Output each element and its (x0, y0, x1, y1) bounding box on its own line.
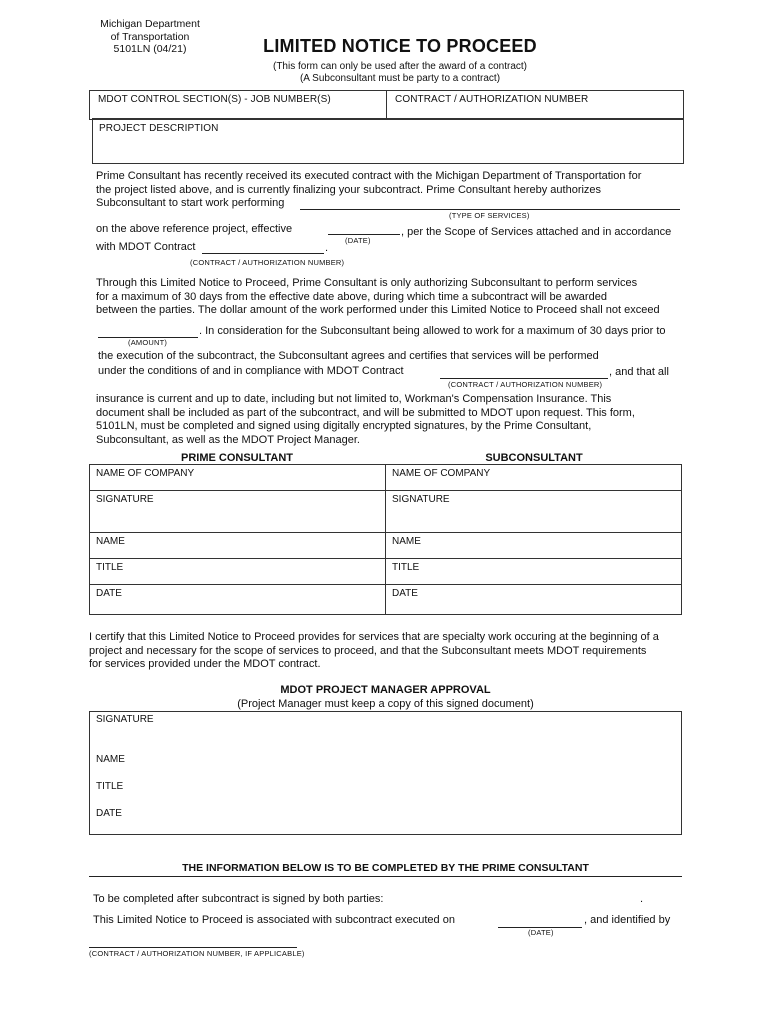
manager-approval-subheader: (Project Manager must keep a copy of this signed document) (237, 698, 534, 710)
p2-line-2: for a maximum of 30 days from the effective date above, during which time a subcontract will be awarded (96, 290, 607, 303)
section-divider (89, 876, 682, 877)
certify-line-2: project and necessary for the scope of services to proceed, and that the Subconsultant meets MDOT requirements (89, 644, 647, 657)
prime-consultant-header: PRIME CONSULTANT (180, 452, 294, 464)
certify-line-3: for services provided under the MDOT contract. (89, 658, 321, 670)
p3-line-2: document shall be included as part of the subcontract, and will be submitted to MDOT upon request. This form, (96, 406, 635, 419)
sub-company-label: NAME OF COMPANY (392, 468, 491, 479)
sub-date-label: DATE (392, 588, 418, 599)
p2-line-3: between the parties. The dollar amount of the work performed under this Limited Notice to Proceed shall not exceed (96, 304, 660, 316)
prime-name-field[interactable] (90, 533, 386, 559)
dept-line-1: Michigan Department (100, 18, 200, 30)
amount-caption: (AMOUNT) (128, 338, 168, 347)
p1-line-1: Prime Consultant has recently received its executed contract with the Michigan Department of Transportation for (96, 170, 642, 182)
prime-date-field[interactable] (90, 585, 386, 615)
contract-number-input-1[interactable] (202, 252, 324, 254)
prime-date-label: DATE (96, 588, 122, 599)
p2-line-1: Through this Limited Notice to Proceed, Prime Consultant is only authorizing Subconsultant to perform services (96, 277, 638, 289)
prime-signature-label: SIGNATURE (96, 494, 154, 505)
prime-consultant-section-header: THE INFORMATION BELOW IS TO BE COMPLETED BY THE PRIME CONSULTANT (182, 862, 589, 874)
footer-line-2a: This Limited Notice to Proceed is associated with subcontract executed on (93, 914, 455, 926)
effective-date-caption: (DATE) (345, 236, 371, 245)
p2-line-6b: , and that all (609, 366, 669, 378)
footer-line-2b: , and identified by (584, 914, 671, 926)
form-title: LIMITED NOTICE TO PROCEED (263, 36, 537, 56)
sub-name-field[interactable] (386, 533, 682, 559)
prime-company-field[interactable] (90, 465, 386, 491)
signature-table (89, 464, 682, 615)
period: . (325, 242, 329, 254)
control-section-field[interactable] (89, 90, 387, 120)
p1-line-4a: on the above reference project, effective (96, 223, 293, 235)
manager-title-label: TITLE (96, 781, 124, 792)
p2-line-6a: under the conditions of and in compliance with MDOT Contract (98, 365, 404, 377)
prime-name-label: NAME (96, 536, 125, 547)
subtitle-line-2: (A Subconsultant must be party to a contract) (299, 73, 501, 84)
paragraph-insurance (96, 393, 680, 447)
contract-number-input-2[interactable] (440, 377, 608, 379)
subcontract-number-input[interactable] (89, 946, 297, 948)
sub-signature-field[interactable] (386, 491, 682, 533)
contract-caption-2: (CONTRACT / AUTHORIZATION NUMBER) (448, 380, 603, 389)
form-subtitle (200, 61, 600, 85)
paragraph-authorization (96, 170, 680, 197)
p2-line-5: the execution of the subcontract, the Subconsultant agrees and certifies that services will be performed (98, 350, 599, 362)
type-of-services-caption: (TYPE OF SERVICES) (449, 211, 530, 220)
prime-title-label: TITLE (96, 562, 124, 573)
manager-approval-header: MDOT PROJECT MANAGER APPROVAL (280, 684, 491, 696)
certification-paragraph (89, 631, 682, 672)
paragraph-limits (96, 277, 680, 318)
subtitle-line-1: (This form can only be used after the award of a contract) (272, 61, 527, 72)
manager-approval-box[interactable] (89, 711, 682, 835)
p3-line-1: insurance is current and up to date, including but not limited to, Workman's Compensation Insurance. This (96, 393, 612, 405)
p1-line-4b: , per the Scope of Services attached and in accordance (401, 226, 672, 238)
effective-date-input[interactable] (328, 233, 400, 235)
p3-line-3: 5101LN, must be completed and signed using digitally encrypted signatures, by the Prime Consultant, (96, 420, 592, 432)
sub-title-field[interactable] (386, 559, 682, 585)
manager-date-label: DATE (96, 808, 122, 819)
subcontract-number-caption: (CONTRACT / AUTHORIZATION NUMBER, IF APPLICABLE) (89, 949, 305, 958)
sub-name-label: NAME (392, 536, 421, 547)
sub-signature-label: SIGNATURE (392, 494, 450, 505)
project-description-label: PROJECT DESCRIPTION (99, 123, 219, 134)
certify-line-1: I certify that this Limited Notice to Proceed provides for services that are specialty work occuring at the beginning of a (89, 631, 659, 643)
contract-number-label: CONTRACT / AUTHORIZATION NUMBER (395, 94, 589, 105)
subcontract-date-caption: (DATE) (528, 928, 554, 937)
contract-caption-1: (CONTRACT / AUTHORIZATION NUMBER) (190, 258, 345, 267)
p2-line-4: . In consideration for the Subconsultant being allowed to work for a maximum of 30 days prior to (199, 325, 666, 337)
project-description-field[interactable] (92, 118, 684, 164)
sub-date-field[interactable] (386, 585, 682, 615)
p1-line-2: the project listed above, and is currently finalizing your subcontract. Prime Consultant hereby authorizes (96, 183, 602, 196)
dept-line-2: of Transportation (110, 30, 190, 43)
footer-line-1: To be completed after subcontract is signed by both parties: (93, 893, 384, 905)
sub-company-field[interactable] (386, 465, 682, 491)
manager-name-label: NAME (96, 754, 125, 765)
manager-signature-label: SIGNATURE (96, 714, 154, 725)
form-code: 5101LN (04/21) (113, 43, 187, 55)
prime-title-field[interactable] (90, 559, 386, 585)
contract-number-field[interactable] (386, 90, 684, 120)
type-of-services-input[interactable] (300, 208, 680, 210)
prime-company-label: NAME OF COMPANY (96, 468, 195, 479)
subconsultant-header: SUBCONSULTANT (485, 452, 583, 464)
footer-line-1-end: . (640, 893, 644, 905)
control-section-label: MDOT CONTROL SECTION(S) - JOB NUMBER(S) (98, 94, 331, 105)
sub-title-label: TITLE (392, 562, 420, 573)
p3-line-4: Subconsultant, as well as the MDOT Project Manager. (96, 433, 360, 446)
prime-signature-field[interactable] (90, 491, 386, 533)
p1-line-3: Subconsultant to start work performing (96, 197, 285, 209)
p1-line-5: with MDOT Contract (96, 241, 196, 253)
